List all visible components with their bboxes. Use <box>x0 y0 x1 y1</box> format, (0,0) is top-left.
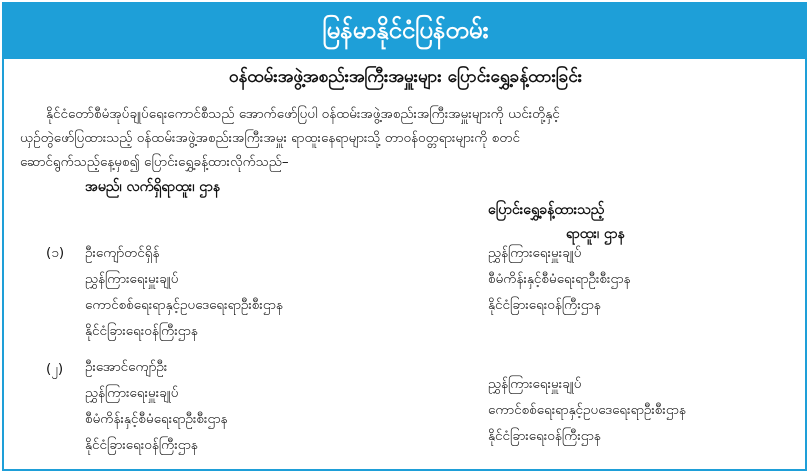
entry-current-department: ကောင်စစ်ရေးရာနှင့်ဥပဒေရေးရာဦးစီးဌာန <box>85 297 283 313</box>
entry-number: (၂) <box>46 361 64 377</box>
entry-number: (၁) <box>46 245 65 261</box>
left-column-header: အမည်၊ လက်ရှိရာထူး၊ ဌာန <box>85 179 221 195</box>
intro-paragraph <box>20 102 790 174</box>
entry-new-ministry: နိုင်ငံခြားရေးဝန်ကြီးဌာန <box>488 428 601 444</box>
entry-current-position: ညွှန်ကြားရေးမှူးချုပ် <box>85 385 179 401</box>
entry-name: ဦးအောင်ကျော်ဦး <box>85 359 168 375</box>
entry-new-department: စီမံကိန်းနှင့်စီမံရေးရာဦးစီးဌာန <box>488 271 631 287</box>
entry-current-position: ညွှန်ကြားရေးမှူးချုပ် <box>85 271 179 287</box>
entry-name: ဦးကျော်တင်ရှိန် <box>85 245 160 261</box>
entry-current-department: စီမံကိန်းနှင့်စီမံရေးရာဦးစီးဌာန <box>85 411 228 427</box>
entry-new-ministry: နိုင်ငံခြားရေးဝန်ကြီးဌာန <box>488 297 601 313</box>
entry-new-position: ညွှန်ကြားရေးမှူးချုပ် <box>488 376 582 392</box>
notice-subtitle: ဝန်ထမ်းအဖွဲ့အစည်းအကြီးအမှူးများ ပြောင်းရွှေ့ခန့်ထားခြင်း <box>228 67 583 87</box>
entry-current-ministry: နိုင်ငံခြားရေးဝန်ကြီးဌာန <box>85 437 198 453</box>
entry-new-department: ကောင်စစ်ရေးရာနှင့်ဥပဒေရေးရာဦးစီးဌာန <box>488 402 686 418</box>
entry-current-ministry: နိုင်ငံခြားရေးဝန်ကြီးဌာန <box>85 323 198 339</box>
intro-line: ယှဉ်တွဲဖော်ပြထားသည့် ဝန်ထမ်းအဖွဲ့အစည်းအကြီးအမှူး ရာထူးနေရာများသို့ တာဝန်ဝတ္တရားများကို စတင် <box>20 130 521 146</box>
right-column-header-line1: ပြောင်းရွှေ့ခန့်ထားသည့် <box>488 202 605 218</box>
right-column-header-line2: ရာထူး၊ ဌာန <box>566 226 625 242</box>
intro-line: ဆောင်ရွက်သည့်နေ့မှစ၍ ပြောင်းရွှေ့ခန့်ထားလိုက်သည်– <box>20 154 289 170</box>
gazette-banner <box>4 4 807 59</box>
right-column-header <box>488 198 748 246</box>
gazette-title: မြန်မာနိုင်ငံပြန်တမ်း <box>322 15 489 44</box>
intro-line: နိုင်ငံတော်စီမံအုပ်ချုပ်ရေးကောင်စီသည် အောက်ဖော်ပြပါ ဝန်ထမ်းအဖွဲ့အစည်းအကြီးအမှူးများကို ယင်းတို့နှင့် <box>46 106 560 122</box>
entry-new-position: ညွှန်ကြားရေးမှူးချုပ် <box>488 245 582 261</box>
